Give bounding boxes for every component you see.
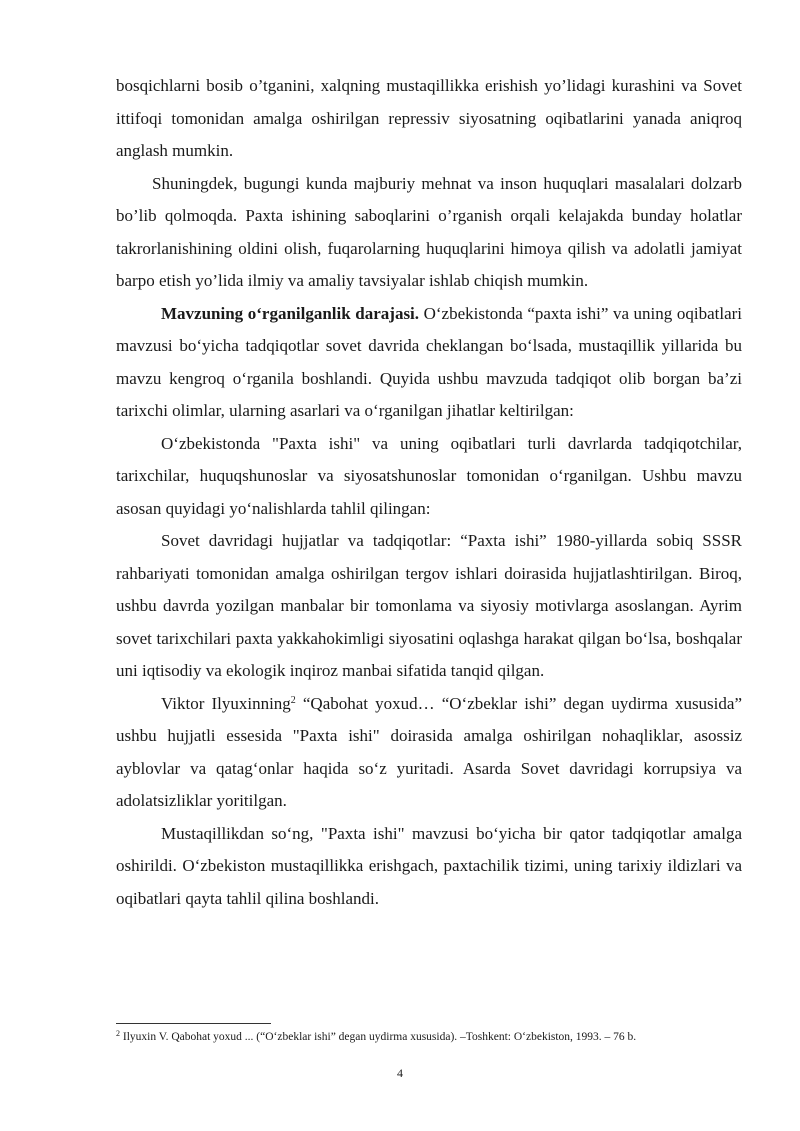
paragraph-5: Sovet davridagi hujjatlar va tadqiqotlar: “Paxta ishi” 1980-yillarda sobiq SSSR rahbariyati tomonidan amalga oshirilgan tergov ishlari doirasida hujjatlashtirilgan. Biroq, ushbu davrda yozilgan manbalar bir tomonlama va siyosiy motivlarga asoslangan. Ayrim sovet tarixchilari paxta yakkahokimligi siyosatini oqlashga harakat qilgan bo‘lsa, boshqalar uni iqtisodiy va ekologik inqiroz manbai sifatida tanqid qilgan. [116,531,742,680]
section-heading: Mavzuning o‘rganilganlik darajasi. [161,303,420,323]
document-body [116,70,742,915]
page-number: 4 [397,1066,403,1080]
footnote-separator [116,1023,271,1024]
paragraph-6-rest: “Qabohat yoxud… “O‘zbeklar ishi” degan uydirma xususida” ushbu hujjatli essesida "Paxta ishi" doirasida amalga oshirilgan nohaqliklar, asossiz ayblovlar va qatag‘onlar haqida so‘z yuritadi. Asarda Sovet davridagi korrupsiya va adolatsizliklar yoritilgan. [116,693,742,810]
footnote-marker: 2 [116,1029,120,1038]
footnote-text: Ilyuxin V. Qabohat yoxud ... (“O‘zbeklar ishi” degan uydirma xususida). –Toshkent: O‘zbekiston, 1993. – 76 b. [120,1031,637,1043]
paragraph-3-text: O‘zbekistonda “paxta ishi” va uning oqibatlari mavzusi bo‘yicha tadqiqotlar sovet davrida cheklangan bo‘lsada, mustaqillik yillarida bu mavzu kengroq o‘rganila boshlandi. Quyida ushbu mavzuda tadqiqot olib borgan ba’zi tarixchi olimlar, ularning asarlari va o‘rganilgan jihatlar keltirilgan: [116,303,742,420]
paragraph-6-start: Viktor Ilyuxinning [161,693,291,713]
paragraph-3 [116,298,742,428]
paragraph-6 [116,688,742,818]
paragraph-4: O‘zbekistonda "Paxta ishi" va uning oqibatlari turli davrlarda tadqiqotchilar, tarixchilar, huquqshunoslar va siyosatshunoslar tomonidan o‘rganilgan. Ushbu mavzu asosan quyidagi yo‘nalishlarda tahlil qilingan: [116,433,742,518]
paragraph-2: Shuningdek, bugungi kunda majburiy mehnat va inson huquqlari masalalari dolzarb bo’lib qolmoqda. Paxta ishining saboqlarini o’rganish orqali kelajakda bunday holatlar takrorlanishining oldini olish, fuqarolarning huquqlarini himoya qilish va adolatli jamiyat barpo etish yo’lida ilmiy va amaliy tavsiyalar ishlab chiqish mumkin. [116,173,742,290]
paragraph-1: bosqichlarni bosib o’tganini, xalqning mustaqillikka erishish yo’lidagi kurashini va Sovet ittifoqi tomonidan amalga oshirilgan repressiv siyosatning oqibatlarini yanada aniqroq anglash mumkin. [116,76,742,160]
paragraph-7: Mustaqillikdan so‘ng, "Paxta ishi" mavzusi bo‘yicha bir qator tadqiqotlar amalga oshirildi. O‘zbekiston mustaqillikka erishgach, paxtachilik tizimi, uning tarixiy ildizlari va oqibatlari qayta tahlil qilina boshlandi. [116,823,742,908]
footnote [116,1030,742,1044]
footnote-reference[interactable]: 2 [290,694,296,706]
